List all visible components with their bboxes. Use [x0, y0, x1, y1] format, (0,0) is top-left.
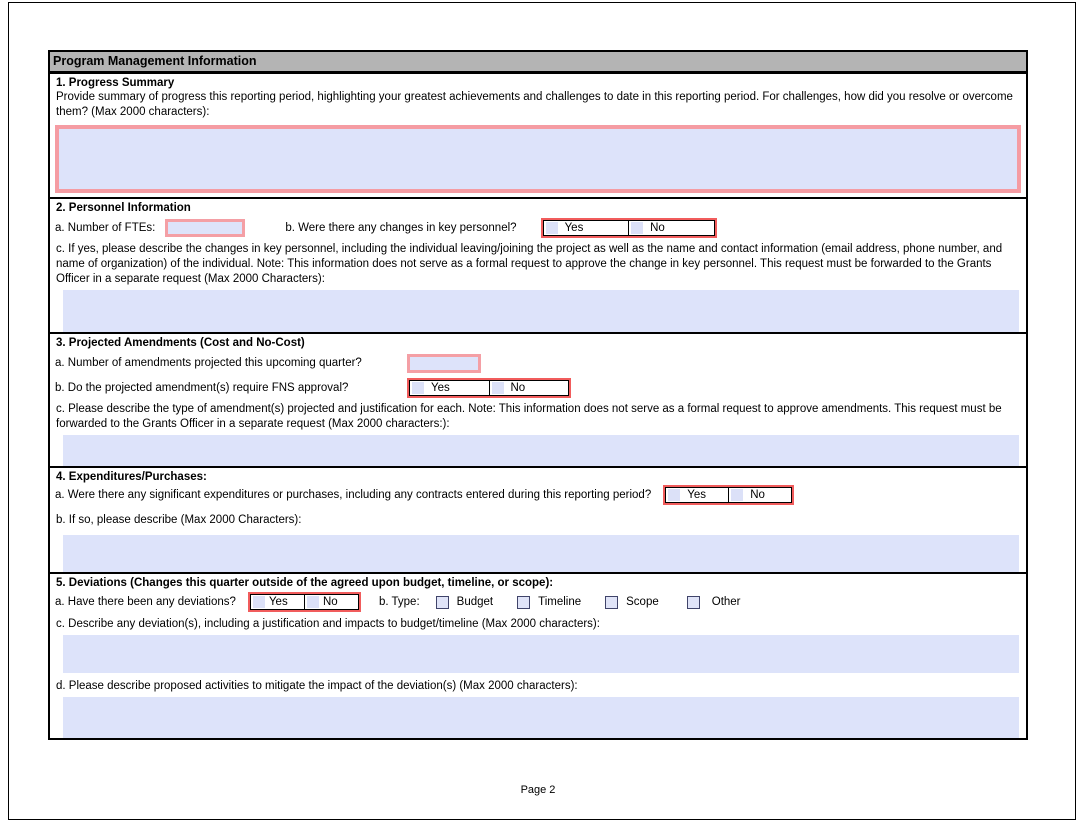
- section-4-heading: 4. Expenditures/Purchases:: [56, 471, 207, 483]
- deviations-yesno-group: [248, 592, 361, 612]
- section-2-heading: 2. Personnel Information: [56, 202, 191, 214]
- section-3-heading: 3. Projected Amendments (Cost and No-Cost): [56, 337, 305, 349]
- key-personnel-yesno-group: [541, 218, 717, 238]
- key-personnel-question-label: b. Were there any changes in key personnel?: [285, 222, 517, 234]
- deviation-type-scope-option[interactable]: [605, 596, 659, 609]
- section-projected-amendments: [50, 332, 1026, 466]
- fns-approval-no-option[interactable]: [489, 381, 569, 395]
- fns-approval-no-checkbox[interactable]: [492, 382, 504, 394]
- ftes-input[interactable]: [165, 219, 245, 237]
- deviation-type-label: b. Type:: [378, 596, 420, 608]
- fns-approval-yes-checkbox[interactable]: [412, 382, 424, 394]
- section-5d-label: d. Please describe proposed activities to mitigate the impact of the deviation(s) (Max 2000 characters):: [56, 680, 578, 692]
- yes-label: Yes: [564, 222, 584, 234]
- budget-label: Budget: [456, 596, 494, 608]
- key-personnel-changes-textarea[interactable]: [63, 290, 1019, 332]
- program-management-form: [48, 50, 1028, 740]
- deviations-yes-option[interactable]: [251, 595, 304, 609]
- section-1-heading: 1. Progress Summary: [56, 77, 175, 89]
- deviations-no-option[interactable]: [304, 595, 358, 609]
- yes-label: Yes: [687, 489, 706, 501]
- section-personnel-information: [50, 197, 1026, 332]
- progress-summary-textarea[interactable]: [55, 125, 1021, 193]
- deviation-type-budget-option[interactable]: [436, 596, 493, 609]
- section-5-heading: 5. Deviations (Changes this quarter outside of the agreed upon budget, timeline, or scope):: [56, 577, 554, 589]
- amendments-count-input[interactable]: [407, 354, 481, 373]
- section-expenditures-purchases: [50, 466, 1026, 572]
- budget-checkbox[interactable]: [436, 596, 449, 609]
- key-personnel-yes-checkbox[interactable]: [546, 222, 558, 234]
- deviation-type-timeline-option[interactable]: [517, 596, 581, 609]
- fns-approval-question-label: b. Do the projected amendment(s) require FNS approval?: [55, 382, 349, 394]
- expenditures-no-checkbox[interactable]: [731, 489, 743, 501]
- section-progress-summary: [50, 72, 1026, 197]
- other-label: Other: [711, 596, 741, 608]
- ftes-label: a. Number of FTEs:: [55, 222, 156, 234]
- fns-approval-yesno-group: [407, 378, 571, 398]
- expenditures-no-option[interactable]: [728, 488, 791, 502]
- section-2c-description: c. If yes, please describe the changes in key personnel, including the individual leaving/joining the project as well as the name and contact information (email address, phone number, and name of organization) of the individual. Note: This information does not serve as a formal request to approve the change in key personnel. This request must be forwarded to the Grants Officer in a separate request (Max 2000 Characters):: [56, 243, 1003, 285]
- section-5c-label: c. Describe any deviation(s), including a justification and impacts to budget/timeline (Max 2000 characters):: [56, 618, 600, 630]
- no-label: No: [322, 596, 338, 608]
- expenditures-yesno-group: [663, 485, 794, 505]
- section-1-description: Provide summary of progress this reporting period, highlighting your greatest achievements and challenges to date in this reporting period. For challenges, how did you resolve or overcome them? (Max 2000 characters):: [56, 91, 1013, 118]
- yes-label: Yes: [431, 382, 450, 394]
- form-title-bar: Program Management Information: [50, 52, 1026, 72]
- deviations-yes-checkbox[interactable]: [253, 596, 265, 608]
- section-3c-description: c. Please describe the type of amendment(s) projected and justification for each. Note: This information does not serve as a formal request to approve amendments. This request must be forwarded to the Grants Officer in a separate request (Max 2000 characters:):: [56, 403, 1002, 430]
- scope-label: Scope: [626, 596, 659, 608]
- deviation-describe-textarea[interactable]: [63, 635, 1019, 673]
- section-deviations: [50, 572, 1026, 738]
- no-label: No: [650, 222, 665, 234]
- other-checkbox[interactable]: [687, 596, 700, 609]
- timeline-label: Timeline: [538, 596, 582, 608]
- no-label: No: [510, 382, 526, 394]
- timeline-checkbox[interactable]: [517, 596, 530, 609]
- scope-checkbox[interactable]: [605, 596, 618, 609]
- expenditures-yes-option[interactable]: [666, 488, 728, 502]
- deviation-type-other-option[interactable]: [687, 596, 741, 609]
- deviation-mitigation-textarea[interactable]: [63, 697, 1019, 738]
- no-label: No: [750, 489, 765, 501]
- section-4b-label: b. If so, please describe (Max 2000 Characters):: [56, 514, 302, 526]
- fns-approval-yes-option[interactable]: [410, 381, 489, 395]
- expenditures-describe-textarea[interactable]: [63, 535, 1019, 572]
- expenditures-yes-checkbox[interactable]: [668, 489, 680, 501]
- page-number: Page 2: [520, 784, 556, 796]
- key-personnel-no-option[interactable]: [628, 221, 714, 235]
- key-personnel-yes-option[interactable]: [544, 221, 629, 235]
- deviations-no-checkbox[interactable]: [307, 596, 319, 608]
- key-personnel-no-checkbox[interactable]: [631, 222, 643, 234]
- amendments-count-label: a. Number of amendments projected this upcoming quarter?: [55, 357, 362, 369]
- deviations-question-label: a. Have there been any deviations?: [55, 596, 236, 608]
- yes-label: Yes: [268, 596, 288, 608]
- amendment-type-textarea[interactable]: [63, 435, 1019, 466]
- expenditures-question-label: a. Were there any significant expenditures or purchases, including any contracts entered during this reporting period?: [55, 489, 652, 501]
